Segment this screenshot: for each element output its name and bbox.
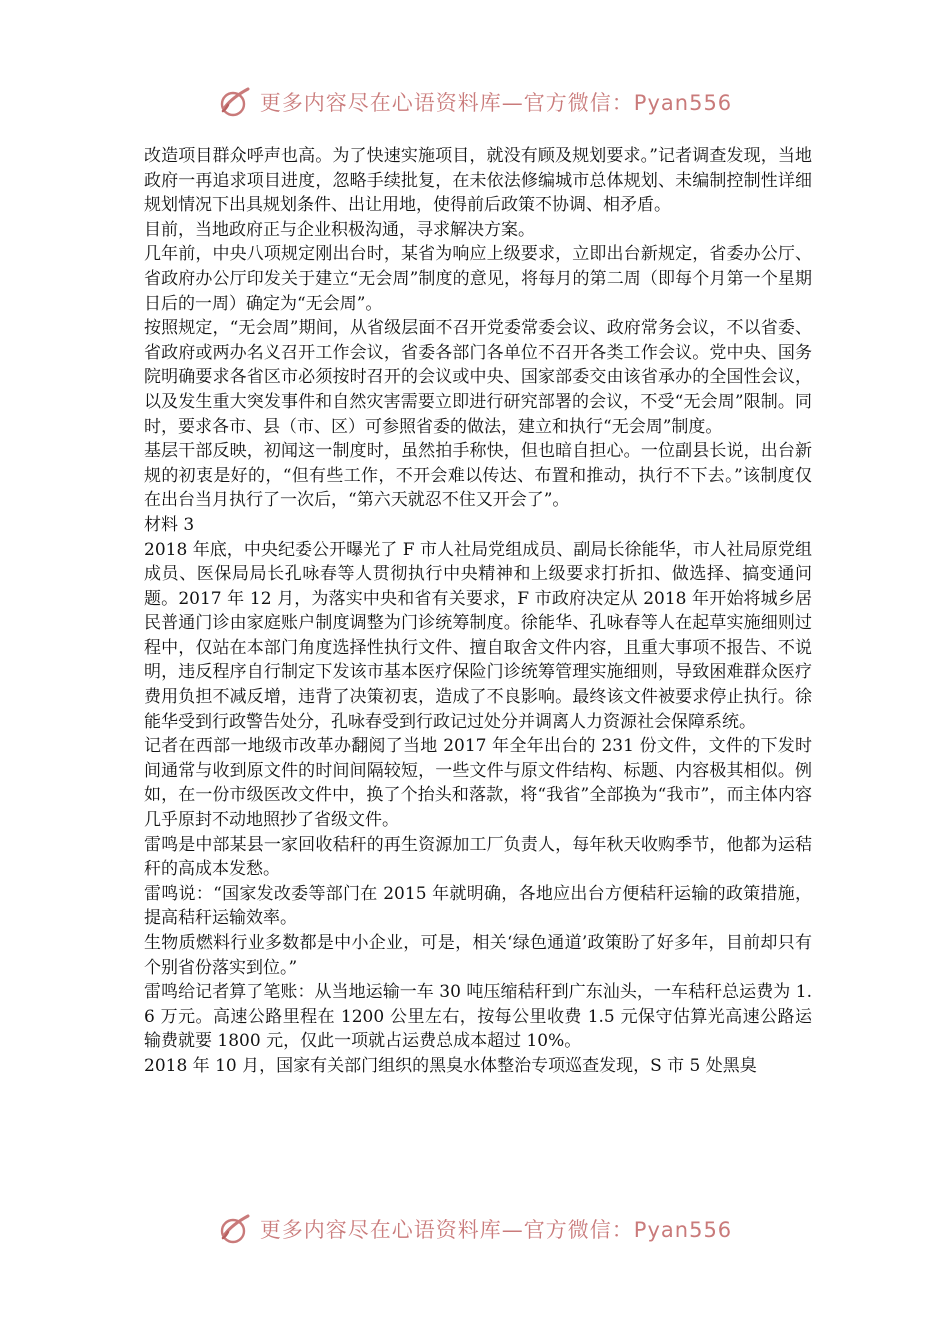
paragraph: 雷鸣说：“国家发改委等部门在 2015 年就明确，各地应出台方便秸秆运输的政策措施，提高秸秆运输效率。 (144, 883, 812, 929)
paragraph: 几年前，中央八项规定刚出台时，某省为响应上级要求，立即出台新规定，省委办公厅、省政府办公厅印发关于建立“无会周”制度的意见，将每月的第二周（即每个月第一个星期日后的一周）确定为“无会周”。 (144, 244, 812, 314)
watermark-footer (0, 1209, 950, 1249)
document-body (144, 144, 812, 1079)
paragraph: 生物质燃料行业多数都是中小企业，可是，相关‘绿色通道’政策盼了好多年，目前却只有个别省份落实到位。” (144, 933, 812, 978)
watermark-header (0, 82, 950, 122)
paragraph: 按照规定，“无会周”期间，从省级层面不召开党委常委会议、政府常务会议，不以省委、省政府或两办名义召开工作会议，省委各部门各单位不召开各类工作会议。党中央、国务院明确要求各省区市必须按时召开的会议或中央、国家部委交由该省承办的全国性会议，以及发生重大突发事件和自然灾害需要立即进行研究部署的会议，不受“无会周”限制。同时，要求各市、县（市、区）可参照省委的做法，建立和执行“无会周”制度。 (144, 318, 812, 437)
paragraph: 雷鸣给记者算了笔账：从当地运输一车 30 吨压缩秸秆到广东汕头，一车秸秆总运费为 1.6 万元。高速公路里程在 1200 公里左右，按每公里收费 1.5 元保守估算光高速公路运输费就要 1800 元，仅此一项就占运费总成本超过 10%。 (144, 982, 812, 1052)
watermark-text: 更多内容尽在心语资料库—官方微信：Pyan556 (259, 1218, 733, 1242)
paragraph: 雷鸣是中部某县一家回收秸秆的再生资源加工厂负责人，每年秋天收购季节，他都为运秸秆的高成本发愁。 (144, 834, 812, 880)
paragraph: 2018 年 10 月，国家有关部门组织的黑臭水体整治专项巡查发现，S 市 5 处黑臭 (144, 1055, 757, 1076)
section-heading: 材料 3 (144, 514, 195, 535)
paragraph: 2018 年底，中央纪委公开曝光了 F 市人社局党组成员、副局长徐能华，市人社局原党组成员、医保局局长孔咏春等人贯彻执行中央精神和上级要求打折扣、做选择、搞变通问题。2017 年 12 月，为落实中央和省有关要求，F 市政府决定从 2018 年开始将城乡居民普通门诊由家庭账户制度调整为门诊统筹制度。徐能华、孔咏春等人在起草实施细则过程中，仅站在本部门角度选择性执行文件、擅自取舍文件内容，且重大事项不报告、不说明，违反程序自行制定下发该市基本医疗保险门诊统筹管理实施细则，导致困难群众医疗费用负担不减反增，违背了决策初衷，造成了不良影响。最终该文件被要求停止执行。徐能华受到行政警告处分，孔咏春受到行政记过处分并调离人力资源社会保障系统。 (144, 539, 812, 732)
paragraph: 改造项目群众呼声也高。为了快速实施项目，就没有顾及规划要求。”记者调查发现，当地政府一再追求项目进度，忽略手续批复，在未依法修编城市总体规划、未编制控制性详细规划情况下出具规划条件、出让用地，使得前后政策不协调、相矛盾。 (144, 146, 812, 216)
paragraph: 记者在西部一地级市改革办翻阅了当地 2017 年全年出台的 231 份文件，文件的下发时间通常与收到原文件的时间间隔较短，一些文件与原文件结构、标题、内容极其相似。例如，在一份市级医改文件中，换了个抬头和落款，将“我省”全部换为“我市”，而主体内容几乎原封不动地照抄了省级文件。 (144, 736, 812, 831)
brush-logo-icon (218, 85, 252, 119)
paragraph: 基层干部反映，初闻这一制度时，虽然拍手称快，但也暗自担心。一位副县长说，出台新规的初衷是好的，“但有些工作，不开会难以传达、布置和推动，执行不下去。”该制度仅在出台当月执行了一次后，“第六天就忍不住又开会了”。 (144, 441, 812, 511)
watermark-text: 更多内容尽在心语资料库—官方微信：Pyan556 (259, 91, 733, 115)
paragraph: 目前，当地政府正与企业积极沟通，寻求解决方案。 (144, 219, 535, 240)
brush-logo-icon (218, 1212, 252, 1246)
